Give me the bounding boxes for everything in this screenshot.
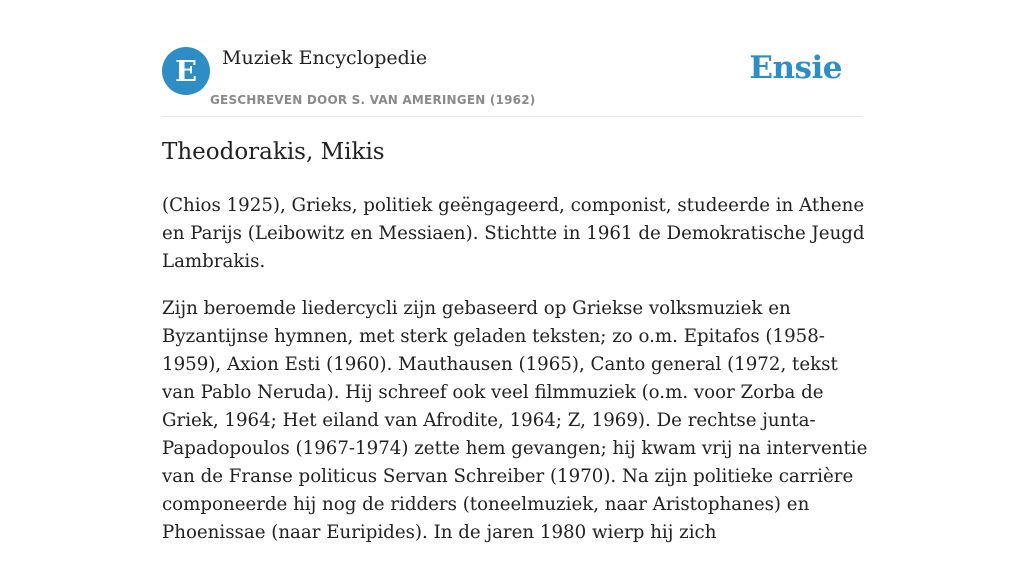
site-name[interactable]: Muziek Encyclopedie (222, 47, 428, 69)
article-paragraph: (Chios 1925), Grieks, politiek geëngageerd, componist, studeerde in Athene en Parijs (Leibowitz en Messiaen). Stichtte in 1961 de Demokratische Jeugd Lambrakis. (162, 195, 865, 272)
site-header (162, 46, 862, 117)
article-paragraph: Zijn beroemde liedercycli zijn gebaseerd op Griekse volksmuziek en Byzantijnse hymnen, met sterk geladen teksten; zo o.m. Epitafos (1958-1959), Axion Esti (1960). Mauthausen (1965), Canto general (1972, tekst van Pablo Neruda). Hij schreef ook veel filmmuziek (o.m. voor Zorba de Griek, 1964; Het eiland van Afrodite, 1964; Z, 1969). De rechtse junta-Papadopoulos (1967-1974) zette hem gevangen; hij kwam vrij na interventie van de Franse politicus Servan Schreiber (1970). Na zijn politieke carrière componeerde hij nog de ridders (toneelmuziek, naar Aristophanes) en Phoenissae (naar Euripides). In de jaren 1980 wierp hij zich (162, 298, 868, 543)
brand-logo[interactable]: Ensie (749, 50, 842, 86)
author-byline: GESCHREVEN DOOR S. VAN AMERINGEN (1962) (210, 93, 536, 107)
article-title: Theodorakis, Mikis (162, 139, 385, 165)
logo-icon[interactable]: E (162, 47, 210, 95)
article-body (162, 192, 868, 566)
